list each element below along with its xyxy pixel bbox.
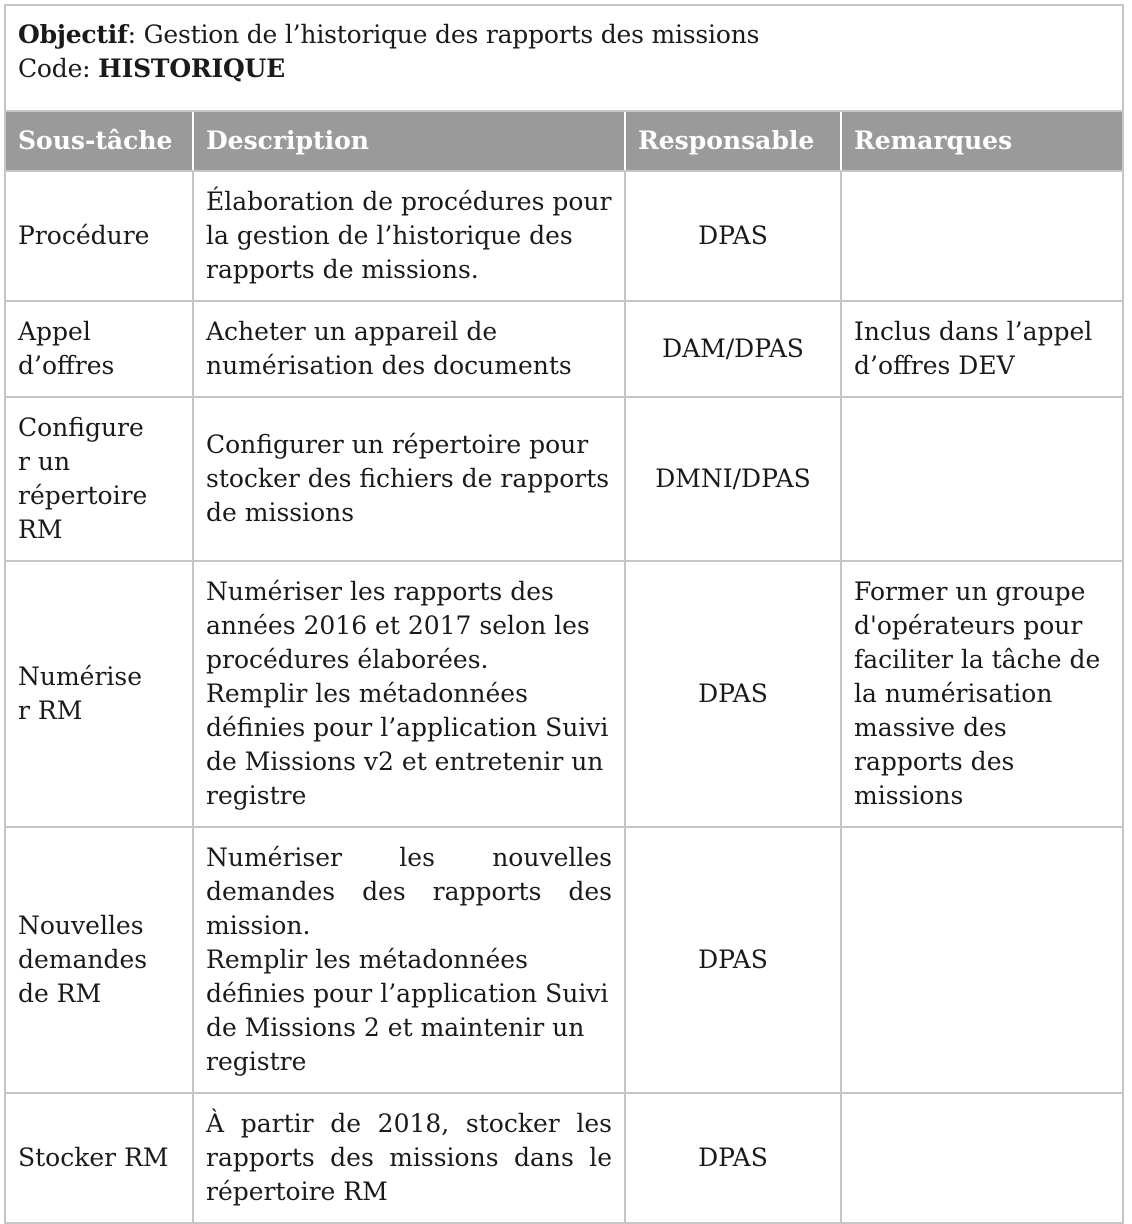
cell-responsable: DMNI/DPAS (625, 397, 841, 561)
task-document (4, 4, 1126, 1216)
description-paragraph: Remplir les métadonnées définies pour l’application Suivi de Missions 2 et maintenir un registre (206, 945, 609, 1076)
cell-sous-tache: Nouvelles demandes de RM (5, 827, 193, 1093)
table-row (5, 397, 1123, 561)
table-row (5, 171, 1123, 301)
cell-remarques: Former un groupe d'opérateurs pour faciliter la tâche de la numérisation massive des rapports des missions (841, 561, 1123, 827)
cell-responsable: DPAS (625, 827, 841, 1093)
cell-remarques: Inclus dans l’appel d’offres DEV (841, 301, 1123, 397)
cell-sous-tache: Procédure (5, 171, 193, 301)
cell-remarques (841, 1093, 1123, 1223)
table-row (5, 301, 1123, 397)
cell-description: Configurer un répertoire pour stocker des fichiers de rapports de missions (193, 397, 625, 561)
cell-sous-tache: Configurer un répertoire RM (5, 397, 193, 561)
table-row (5, 827, 1123, 1093)
description-paragraph: Numériser les nouvelles demandes des rapports des mission. (206, 843, 612, 940)
cell-description: Élaboration de procédures pour la gestion de l’historique des rapports de missions. (193, 171, 625, 301)
cell-remarques (841, 171, 1123, 301)
code-value: HISTORIQUE (98, 54, 286, 83)
cell-responsable: DPAS (625, 171, 841, 301)
cell-responsable: DAM/DPAS (625, 301, 841, 397)
cell-sous-tache: Appel d’offres (5, 301, 193, 397)
table-row (5, 1093, 1123, 1223)
description-paragraph: Remplir les métadonnées définies pour l’application Suivi de Missions v2 et entretenir un registre (206, 679, 609, 810)
cell-sous-tache: Stocker RM (5, 1093, 193, 1223)
column-header-responsable: Responsable (625, 111, 841, 171)
cell-description (193, 827, 625, 1093)
code-line (18, 52, 1110, 86)
column-header-remarques: Remarques (841, 111, 1123, 171)
code-label: Code: (18, 54, 99, 83)
description-paragraph: Numériser les rapports des années 2016 et 2017 selon les procédures élaborées. (206, 577, 590, 674)
column-header-sous-tache: Sous-tâche (5, 111, 193, 171)
cell-remarques (841, 397, 1123, 561)
cell-sous-tache: Numériser RM (5, 561, 193, 827)
objective-row (5, 5, 1123, 111)
objective-line (18, 18, 1110, 52)
table-header-row (5, 111, 1123, 171)
cell-description: Acheter un appareil de numérisation des documents (193, 301, 625, 397)
objective-text: : Gestion de l’historique des rapports des missions (127, 20, 760, 49)
cell-remarques (841, 827, 1123, 1093)
cell-responsable: DPAS (625, 561, 841, 827)
cell-responsable: DPAS (625, 1093, 841, 1223)
task-table (4, 4, 1124, 1224)
objective-cell (5, 5, 1123, 111)
column-header-description: Description (193, 111, 625, 171)
table-row (5, 561, 1123, 827)
cell-description (193, 561, 625, 827)
objective-label: Objectif (18, 20, 128, 49)
cell-description: À partir de 2018, stocker les rapports des missions dans le répertoire RM (193, 1093, 625, 1223)
